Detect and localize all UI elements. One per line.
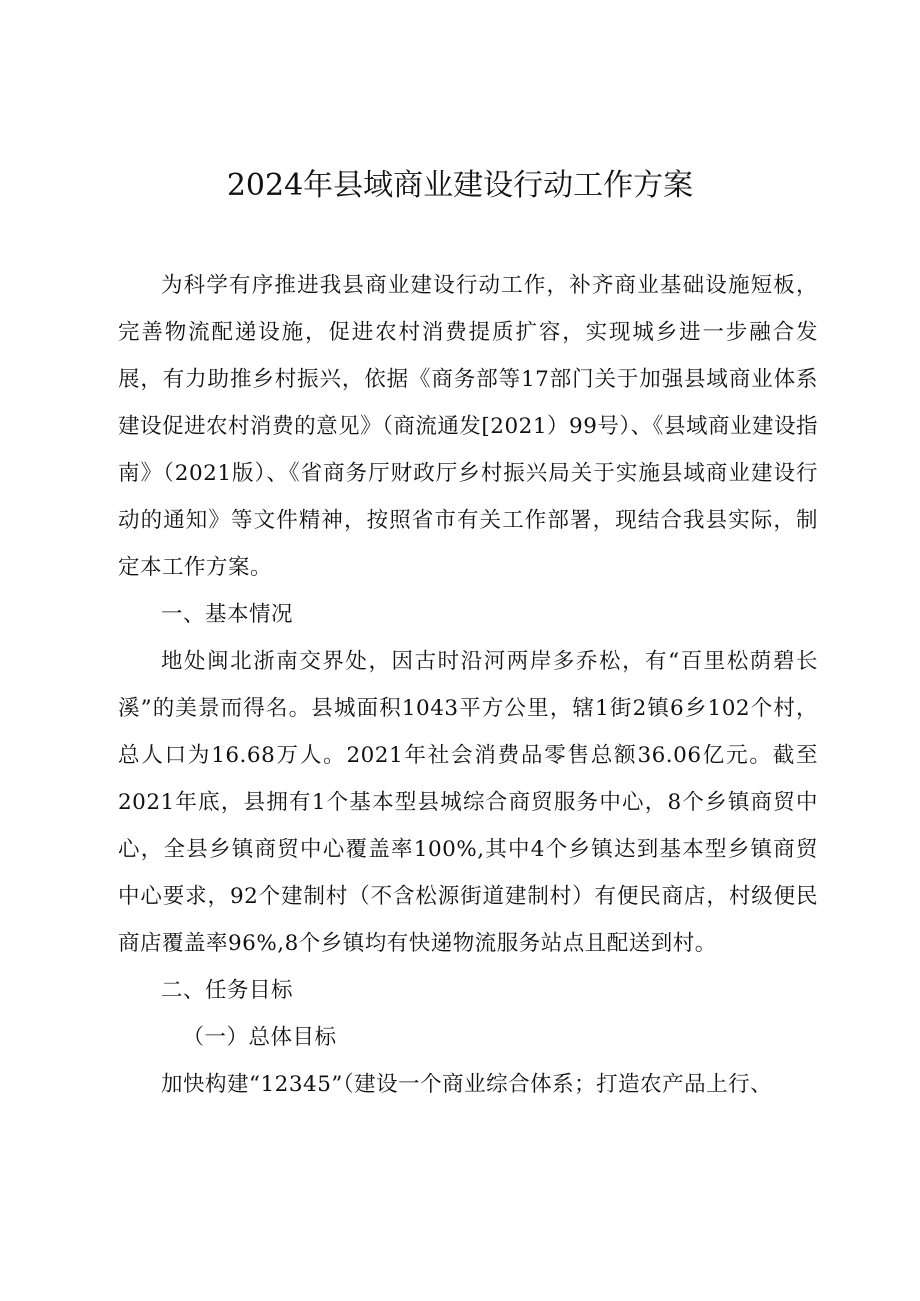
document-title: 2024年县域商业建设行动工作方案 — [226, 168, 694, 203]
section-heading-basic-situation: 一、基本情况 — [161, 602, 294, 627]
intro-paragraph: 为科学有序推进我县商业建设行动工作，补齐商业基础设施短板，完善物流配递设施，促进农村消费提质扩容，实现城乡进一步融合发展，有力助推乡村振兴，依据《商务部等17部门关于加强县域商业体系建设促进农村消费的意见》（商流通发[2021）99号）、《县域商业建设指南》（2021版）、《省商务厅财政厅乡村振兴局关于实施县域商业建设行动的通知》等文件精神，按照省市有关工作部署，现结合我县实际，制定本工作方案。 — [118, 273, 818, 580]
basic-situation-paragraph: 地处闽北浙南交界处，因古时沿河两岸多乔松，有“百里松荫碧长溪”的美景而得名。县城面积1043平方公里，辖1街2镇6乡102个村，总人口为16.68万人。2021年社会消费品零售总额36.06亿元。截至2021年底，县拥有1个基本型县城综合商贸服务中心，8个乡镇商贸中心，全县乡镇商贸中心覆盖率100%,其中4个乡镇达到基本型乡镇商贸中心要求，92个建制村（不含松源街道建制村）有便民商店，村级便民商店覆盖率96%,8个乡镇均有快递物流服务站点且配送到村。 — [118, 649, 818, 956]
document-body — [118, 262, 818, 1108]
section-heading-task-goals: 二、任务目标 — [161, 978, 294, 1003]
subsection-heading-overall-goal: （一）总体目标 — [182, 1025, 337, 1050]
overall-goal-paragraph: 加快构建“12345”（建设一个商业综合体系；打造农产品上行、 — [161, 1072, 773, 1097]
